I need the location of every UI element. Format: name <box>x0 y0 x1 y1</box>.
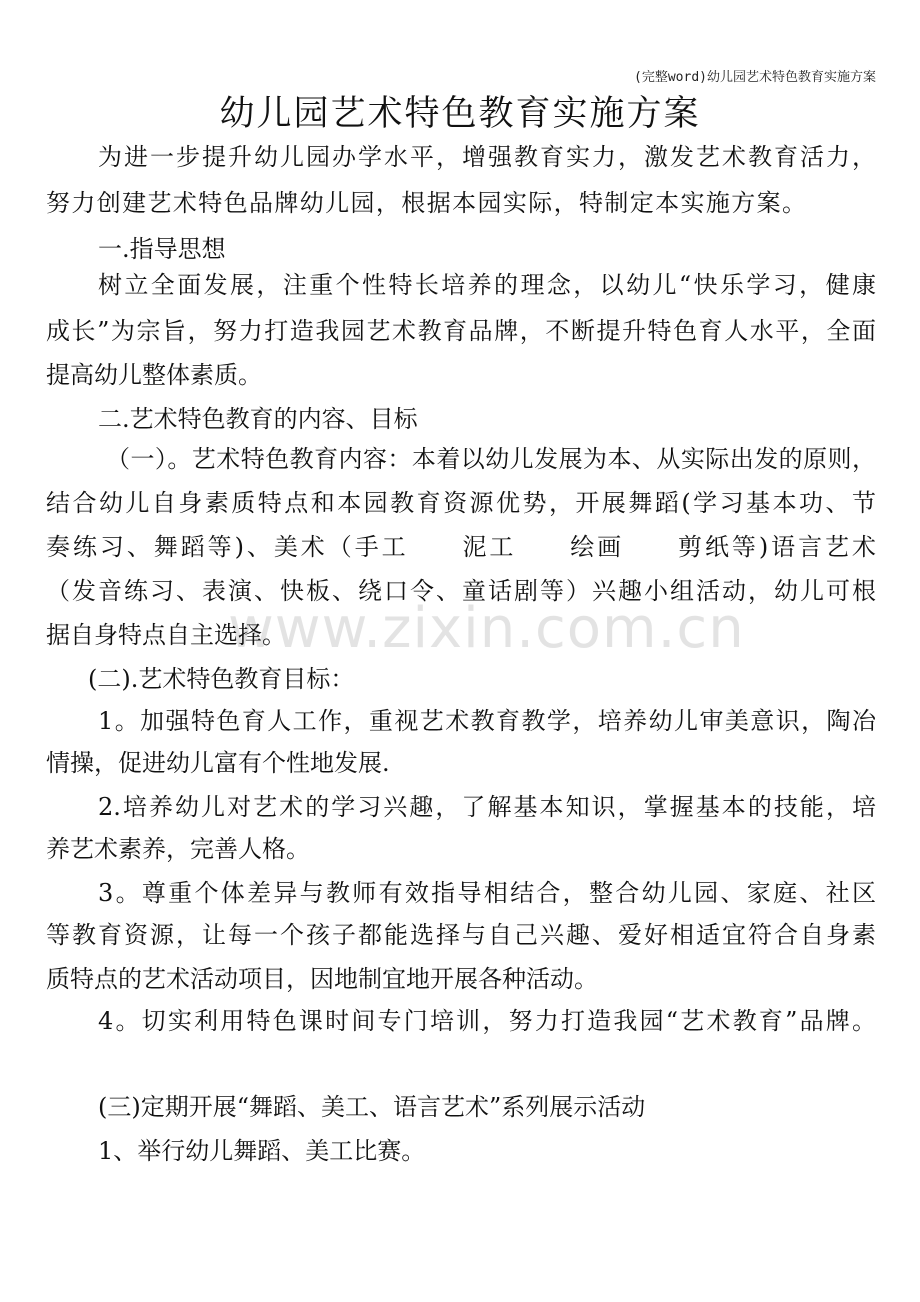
watermark: www.zixin.com.cn <box>228 596 745 661</box>
section-heading: (三)定期开展“舞蹈、美工、语言艺术”系列展示活动 <box>98 1093 646 1121</box>
paragraph-line: 据自身特点自主选择。 <box>46 621 286 649</box>
paragraph-line: 成长”为宗旨，努力打造我园艺术教育品牌，不断提升特色育人水平，全面 <box>46 317 876 345</box>
paragraph-line: 4。切实利用特色课时间专门培训，努力打造我园“艺术教育”品牌。 <box>98 1007 876 1035</box>
paragraph-line: 1。加强特色育人工作，重视艺术教育教学，培养幼儿审美意识，陶冶 <box>98 707 876 735</box>
paragraph-line: 为进一步提升幼儿园办学水平，增强教育实力，激发艺术教育活力， <box>98 143 876 171</box>
document-title: 幼儿园艺术特色教育实施方案 <box>219 94 701 134</box>
section-heading: (二).艺术特色教育目标： <box>88 665 355 693</box>
paragraph-line: 情操，促进幼儿富有个性地发展. <box>46 749 390 777</box>
section-heading: 一.指导思想 <box>98 235 226 263</box>
paragraph-line: 养艺术素养，完善人格。 <box>46 835 310 863</box>
paragraph-line: 3。尊重个体差异与教师有效指导相结合，整合幼儿园、家庭、社区 <box>98 879 876 907</box>
paragraph-line: （发音练习、表演、快板、绕口令、童话剧等）兴趣小组活动，幼儿可根 <box>46 577 876 605</box>
paragraph-line: 提高幼儿整体素质。 <box>46 361 262 389</box>
paragraph-line: 质特点的艺术活动项目，因地制宜地开展各种活动。 <box>46 965 598 993</box>
paragraph-line: 2.培养幼儿对艺术的学习兴趣，了解基本知识，掌握基本的技能，培 <box>98 793 876 821</box>
section-heading: 二.艺术特色教育的内容、目标 <box>98 405 418 433</box>
paragraph-line: 结合幼儿自身素质特点和本园教育资源优势，开展舞蹈(学习基本功、节 <box>46 489 876 517</box>
paragraph-line: 树立全面发展，注重个性特长培养的理念，以幼儿“快乐学习，健康 <box>98 271 876 299</box>
paragraph-line: 奏练习、舞蹈等)、美术（手工 泥工 绘画 剪纸等)语言艺术 <box>46 533 876 561</box>
paragraph-line: 等教育资源，让每一个孩子都能选择与自己兴趣、爱好相适宜符合自身素 <box>46 921 876 949</box>
paragraph-line: （一）。艺术特色教育内容：本着以幼儿发展为本、从实际出发的原则， <box>106 445 876 473</box>
running-header: (完整word)幼儿园艺术特色教育实施方案 <box>634 70 876 85</box>
paragraph-line: 努力创建艺术特色品牌幼儿园，根据本园实际，特制定本实施方案。 <box>46 189 806 217</box>
paragraph-line: 1、举行幼儿舞蹈、美工比赛。 <box>98 1137 426 1165</box>
